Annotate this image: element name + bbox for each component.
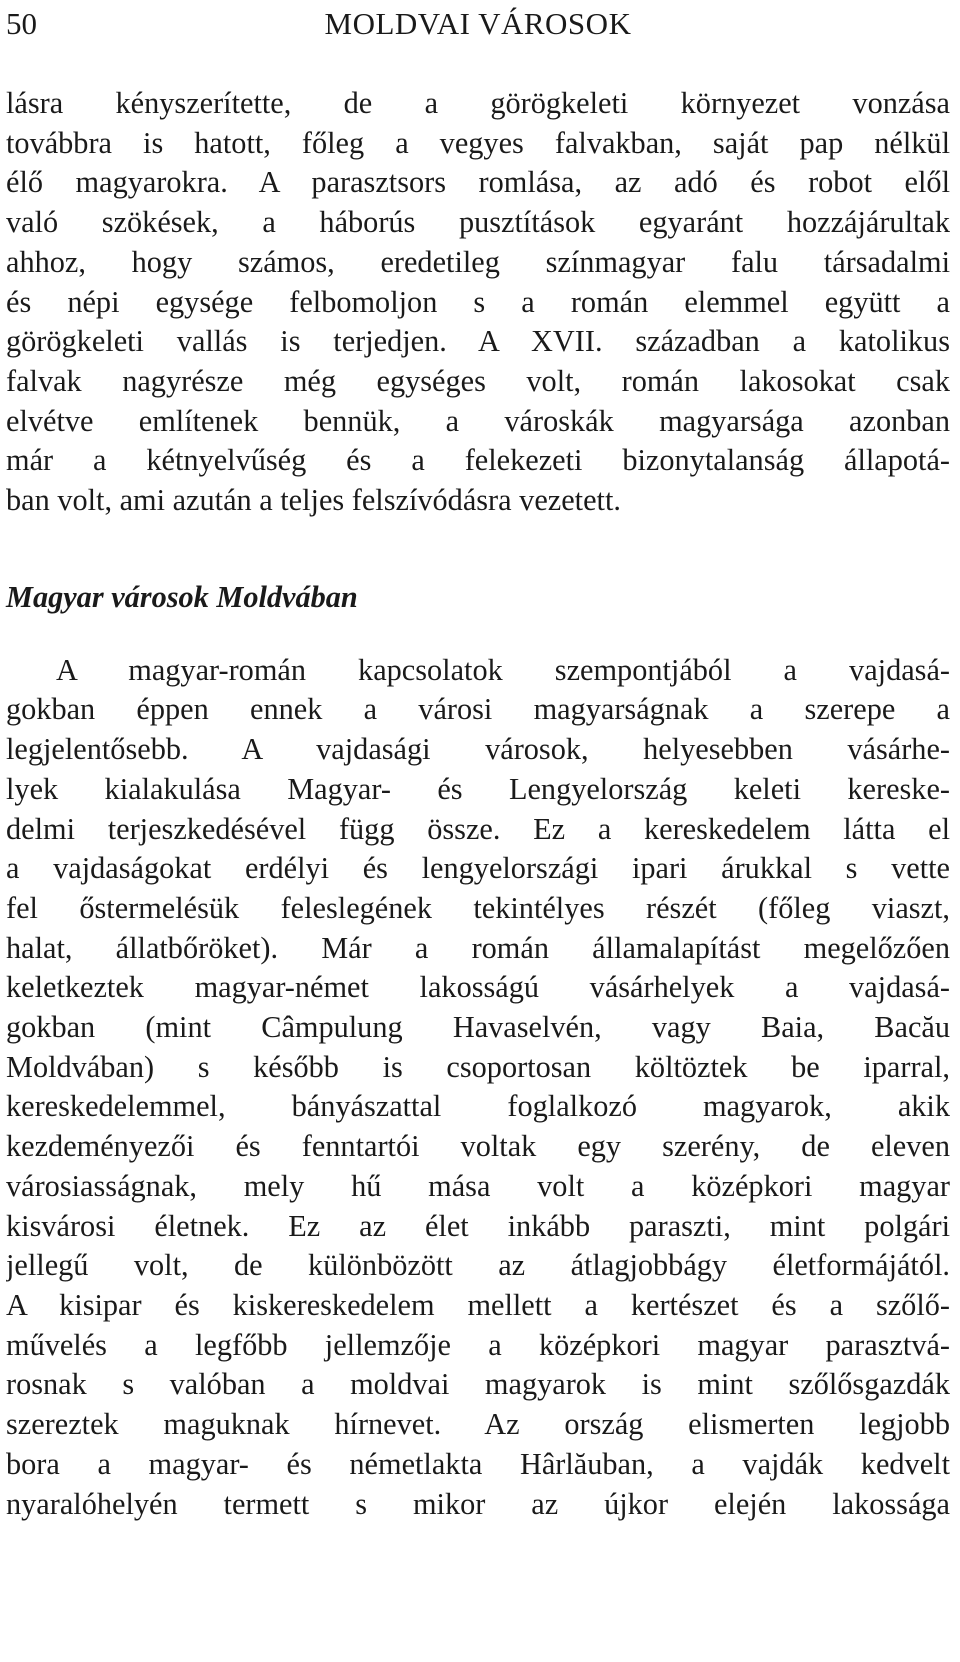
- text-line: lásra kényszerítette, de a görögkeleti környezet vonzása: [6, 86, 950, 120]
- text-line: kezdeményezői és fenntartói voltak egy szerény, de eleven: [6, 1129, 950, 1164]
- text-line: már a kétnyelvűség és a felekezeti bizonytalanság állapotá-: [6, 443, 950, 478]
- text-line: ban volt, ami azután a teljes felszívódásra vezetett.: [6, 483, 621, 518]
- text-line: való szökések, a háborús pusztítások egyaránt hozzájárultak: [6, 205, 950, 240]
- text-line: delmi terjeszkedésével függ össze. Ez a kereskedelem látta el: [6, 811, 950, 846]
- text-line: kisvárosi életnek. Ez az élet inkább paraszti, mint polgári: [6, 1208, 950, 1243]
- text-line: élő magyarokra. A parasztsors romlása, az adó és robot elől: [6, 165, 950, 200]
- paragraph-1: [6, 84, 950, 521]
- text-line: városiasságnak, mely hű mása volt a középkori magyar: [6, 1168, 950, 1203]
- text-line: legjelentősebb. A vajdasági városok, helyesebben vásárhe-: [6, 732, 950, 767]
- text-line: falvak nagyrésze még egységes volt, román lakosokat csak: [6, 363, 950, 398]
- text-line: halat, állatbőröket). Már a román államalapítást megelőzően: [6, 930, 950, 965]
- text-line: bora a magyar- és németlakta Hârlăuban, a vajdák kedvelt: [6, 1446, 950, 1481]
- page-header: [6, 0, 950, 56]
- text-line: ahhoz, hogy számos, eredetileg színmagyar falu társadalmi: [6, 244, 950, 279]
- text-line: kereskedelemmel, bányászattal foglalkozó magyarok, akik: [6, 1089, 950, 1124]
- text-line: továbbra is hatott, főleg a vegyes falvakban, saját pap nélkül: [6, 125, 950, 160]
- text-line: rosnak s valóban a moldvai magyarok is mint szőlősgazdák: [6, 1367, 950, 1402]
- text-line: görögkeleti vallás is terjedjen. A XVII. században a katolikus: [6, 324, 950, 359]
- text-line: keletkeztek magyar-német lakosságú vásárhelyek a vajdasá-: [6, 970, 950, 1005]
- text-line: fel őstermelésük feleslegének tekintélyes részét (főleg viaszt,: [6, 890, 950, 925]
- text-line: a vajdaságokat erdélyi és lengyelországi ipari árukkal s vette: [6, 851, 950, 886]
- text-line: szereztek maguknak hírnevet. Az ország elismerten legjobb: [6, 1407, 950, 1442]
- text-line: Moldvában) s később is csoportosan költöztek be iparral,: [6, 1049, 950, 1084]
- text-line: gokban éppen ennek a városi magyarságnak a szerepe a: [6, 692, 950, 727]
- text-line: elvétve említenek bennük, a városkák magyarsága azonban: [6, 403, 950, 438]
- text-line: nyaralóhelyén termett s mikor az újkor elején lakossága: [6, 1486, 950, 1521]
- section-heading: Magyar városok Moldvában: [6, 579, 358, 614]
- text-line: A kisipar és kiskereskedelem mellett a kertészet és a szőlő-: [6, 1287, 950, 1322]
- text-line: gokban (mint Câmpulung Havaselvén, vagy Baia, Bacău: [6, 1010, 950, 1045]
- running-head: MOLDVAI VÁROSOK: [324, 6, 632, 41]
- text-line: lyek kialakulása Magyar- és Lengyelország keleti kereske-: [6, 771, 950, 806]
- text-line: művelés a legfőbb jellemzője a középkori magyar parasztvá-: [6, 1327, 950, 1362]
- page: [6, 0, 950, 1524]
- page-number: 50: [6, 6, 37, 41]
- text-line: jellegű volt, de különbözött az átlagjobbágy életformájától.: [6, 1248, 950, 1283]
- text-line: és népi egysége felbomoljon s a román elemmel együtt a: [6, 284, 950, 319]
- paragraph-2: [6, 651, 950, 1524]
- body-text: [6, 84, 950, 1524]
- text-line: A magyar-román kapcsolatok szempontjából a vajdasá-: [56, 652, 950, 687]
